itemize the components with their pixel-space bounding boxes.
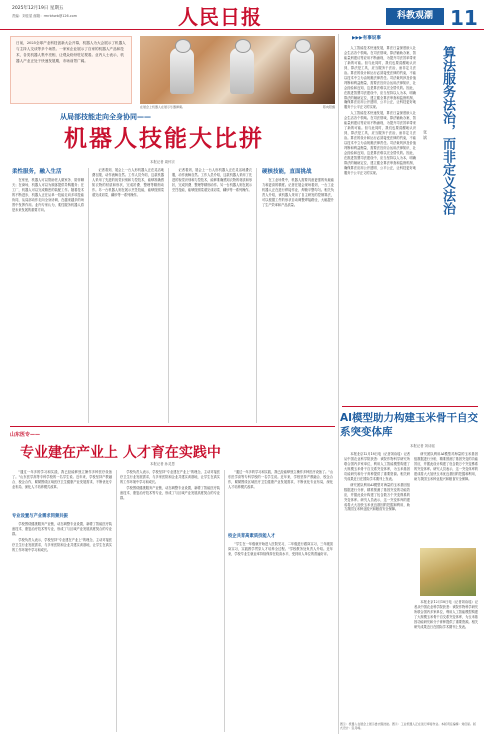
paragraph: 在家里，机器人可以帮助老人做家务、陪伴聊天；在商场，机器人可以为顾客提供导购服务；在工厂，机器人可以完成精密的装配工作。随着技术的不断进步，机器人正在从单一技能走向多项技能协同，从局部动作走向全身协调，在越来越多的场景中发挥作用。业内专家认为，柔性服务机器人将是未来发展的重要方向。 (12, 178, 84, 212)
paragraph: 学校负责人表示，学校坚持"专业建在产业上"的理念，主动对接医疗卫生行业发展需求，与多家医院和企业共建实训基地，让学生在真实的工作环境中学习和成长。 (120, 470, 220, 484)
paragraph: 记者看到，展会上一台人形机器人正在灵活地叠衣服，动作流畅自然。工作人员介绍，这款机器人采用了先进的视觉识别和力控技术，能够准确感知衣物的材质和形状，完成折叠、整理等精细动作。另一台机器人则在展示烹饪技能，能够按照菜谱完成切菜、翻炒等一系列操作。 (172, 168, 252, 192)
column-divider (116, 470, 117, 732)
column-divider (256, 168, 257, 423)
commentary-body (344, 46, 416, 401)
article-column (414, 600, 478, 718)
ai-story-byline: 本报记者 刘诗瑶 (410, 444, 435, 448)
paragraph: 学校负责人表示，学校坚持"专业建在产业上"的理念，主动对接医疗卫生行业发展需求，与多家医院和企业共建实训基地，让学生在真实的工作环境中学习和成长。 (12, 537, 112, 552)
story-kicker: 山东医专—— (10, 432, 41, 438)
newspaper-logo: 人民日报 (178, 5, 262, 29)
story-headline: 专业建在产业上 人才育在实践中 (20, 445, 221, 461)
issue-date: 2025年12月19日 星期五 (12, 6, 64, 11)
paragraph: 人工智能技术快速发展，算法日益深度嵌入社会生活各个领域。在司法领域，算法辅助办案、智能量刑建议等应用不断涌现，为提升司法效率带来了新的可能。但与此同时，我们也要清醒地认识到，算法是工具，应当服务于法治，而非定义法治。算法的设计和运行必须接受法律的约束，不能以技术中立为由规避法律责任。司法裁判涉及价值判断和利益衡量，需要法官综合运用法律知识、社会经验和良知，这是算法难以完全替代的。因此，在推进智慧司法建设中，应当坚持以人为本，明确算法的辅助定位，建立健全算法审查和监督机制，确保算法应用公开透明、公平公正，让科技更好地服务于公平正义的实现。 (344, 111, 416, 175)
photo-caption (140, 105, 335, 110)
section-heading: 硬核技能，直面挑战 (262, 169, 312, 175)
article-column (120, 470, 220, 732)
article-column (12, 522, 112, 732)
paragraph: "学生在一年级就开始进入医院见习，二年级进行跟岗实习，三年级顶岗实习，实践教学贯穿人才培养全过程。"学校教务处负责人介绍。近年来，学校毕业生就业率持续保持在较高水平，受到用人单位的普遍好评。 (228, 542, 333, 556)
story-byline: 本报记者 孙灵思 (150, 462, 175, 466)
paragraph: "通过一年多的学习和实践，我已经能够独立操作多种医疗设备了。"山东医学高等专科学校的一名学生说。近年来，学校坚持产教融合、校企合作，紧紧围绕区域医疗卫生健康产业发展需求，不断优化专业布局，深化人才培养模式改革。 (228, 470, 333, 489)
robot-photo (140, 36, 335, 104)
article-column (344, 452, 410, 720)
robot-figure (170, 48, 194, 94)
maize-photo (420, 548, 476, 596)
paragraph: 学校围绕健康服务产业链，动态调整专业设置，新增了智能医疗装备技术、康复治疗技术等专业，形成了与区域产业发展高度契合的专业群。 (12, 522, 112, 536)
column-divider (168, 168, 169, 423)
footer-note: 图①：机器人在展会上展示叠衣服技能。图②：工业机器人正在进行焊接作业。本版责任编辑：刘佳星。版式设计：张丹峰。 (340, 722, 476, 731)
section-heading: 校企共育高素质技能人才 (228, 534, 276, 539)
robot-figure (290, 48, 314, 94)
article-column (414, 452, 478, 544)
paragraph: 本报北京12月18日电（记者刘诗瑶）记者从中国农业科学院获悉：该院作物科学研究所联合国内多家单位，利用人工智能模型构建了大规模玉米骨干自交系突变体库，为玉米基因功能研究和分子育种提供了重要资源。相关研究成果近日在国际学术期刊上发表。 (344, 452, 410, 481)
column-divider (338, 34, 339, 734)
editor-line: 责编：刘佳星 邮箱：rmrbhwb@126.com (12, 14, 78, 18)
paragraph: "通过一年多的学习和实践，我已经能够独立操作多种医疗设备了。"山东医学高等专科学校的一名学生说。近年来，学校坚持产教融合、校企合作，紧紧围绕区域医疗卫生健康产业发展需求，不断优化专业布局，深化人才培养模式改革。 (12, 470, 112, 489)
masthead (0, 0, 484, 30)
article-column (228, 542, 333, 732)
caption-text: 在展会上机器人在展示乐器弹奏。 (140, 105, 186, 109)
article-column (92, 168, 164, 423)
column-divider (88, 168, 89, 423)
paragraph: 在工业场景中，机器人需要具备更强的负载能力和更高的精度。记者在展会现场看到，一台工业机器人正在进行焊接作业，焊缝平整均匀。相关负责人介绍，该机器人采用了自主研发的控制算法，可以根据工件的形状自动调整焊接路径，大幅提升了生产效率和产品质量。 (262, 178, 334, 207)
main-headline: 机器人技能大比拼 (64, 126, 264, 152)
main-byline: 本报记者 周怀宗 (150, 160, 175, 164)
article-column (12, 178, 84, 423)
section-heading: 专业设置与产业需求同频共振 (12, 514, 68, 519)
commentary-heading: ▶▶▶有事说事 (352, 36, 381, 41)
page-number: 11 (450, 6, 478, 30)
photo-credit: 陈向阳摄 (322, 105, 335, 109)
paragraph: 研究团队利用AI模型对海量的玉米基因组数据进行分析，精准预测了基因突变的功能效应，并据此设计构建了包含数万个突变株系的突变体库。研究人员表示，这一突变体库的建成将大大加快玉米优良基因的挖掘和利用，助力我国玉米种业振兴和粮食安全保障。 (344, 482, 410, 512)
article-column (262, 178, 334, 423)
article-column (172, 168, 252, 423)
paragraph: 本报北京12月18日电（记者刘诗瑶）记者从中国农业科学院获悉：该院作物科学研究所联合国内多家单位，利用人工智能模型构建了大规模玉米骨干自交系突变体库，为玉米基因功能研究和分子育种提供了重要资源。相关研究成果近日在国际学术期刊上发表。 (414, 600, 478, 629)
paragraph: 记者看到，展会上一台人形机器人正在灵活地叠衣服，动作流畅自然。工作人员介绍，这款机器人采用了先进的视觉识别和力控技术，能够准确感知衣物的材质和形状，完成折叠、整理等精细动作。另一台机器人则在展示烹饪技能，能够按照菜谱完成切菜、翻炒等一系列操作。 (92, 168, 164, 197)
paragraph: 人工智能技术快速发展，算法日益深度嵌入社会生活各个领域。在司法领域，算法辅助办案、智能量刑建议等应用不断涌现，为提升司法效率带来了新的可能。但与此同时，我们也要清醒地认识到，算法是工具，应当服务于法治，而非定义法治。算法的设计和运行必须接受法律的约束，不能以技术中立为由规避法律责任。司法裁判涉及价值判断和利益衡量，需要法官综合运用法律知识、社会经验和良知，这是算法难以完全替代的。因此，在推进智慧司法建设中，应当坚持以人为本，明确算法的辅助定位，建立健全算法审查和监督机制，确保算法应用公开透明、公平公正，让科技更好地服务于公平正义的实现。 (344, 46, 416, 110)
article-column (12, 470, 112, 510)
ai-story-headline: AI模型助力构建玉米骨干自交系突变体库 (340, 412, 479, 438)
section-separator (10, 426, 335, 427)
section-heading: 柔性服务，融入生活 (12, 169, 62, 175)
commentary-author: 张 斌 (423, 130, 428, 140)
column-divider (224, 470, 225, 732)
paragraph: 研究团队利用AI模型对海量的玉米基因组数据进行分析，精准预测了基因突变的功能效应，并据此设计构建了包含数万个突变株系的突变体库。研究人员表示，这一突变体库的建成将大大加快玉米优良基因的挖掘和利用，助力我国玉米种业振兴和粮食安全保障。 (414, 452, 478, 481)
intro-box: 日前，2025全球产业科技创新大会开幕，机器人为大会展示了机器人与主持人交谈等多个场景。一家家企业展示了自家的机器人产品和技术，各类机器人集中亮相，让观众纷纷驻足观看。业内人士表示，机器人产业正处于快速发展期，市场前景广阔。 (10, 36, 132, 104)
paragraph: 学校围绕健康服务产业链，动态调整专业设置，新增了智能医疗装备技术、康复治疗技术等专业，形成了与区域产业发展高度契合的专业群。 (120, 485, 220, 500)
robot-figure (230, 48, 254, 94)
commentary-title: 算法服务法治，而非定义法治 (440, 46, 455, 215)
section-badge: 科教观潮 (386, 8, 444, 25)
headline-kicker: 从局部技能走向全身协同—— (60, 113, 151, 121)
article-column (228, 470, 333, 530)
section-separator (342, 406, 478, 407)
